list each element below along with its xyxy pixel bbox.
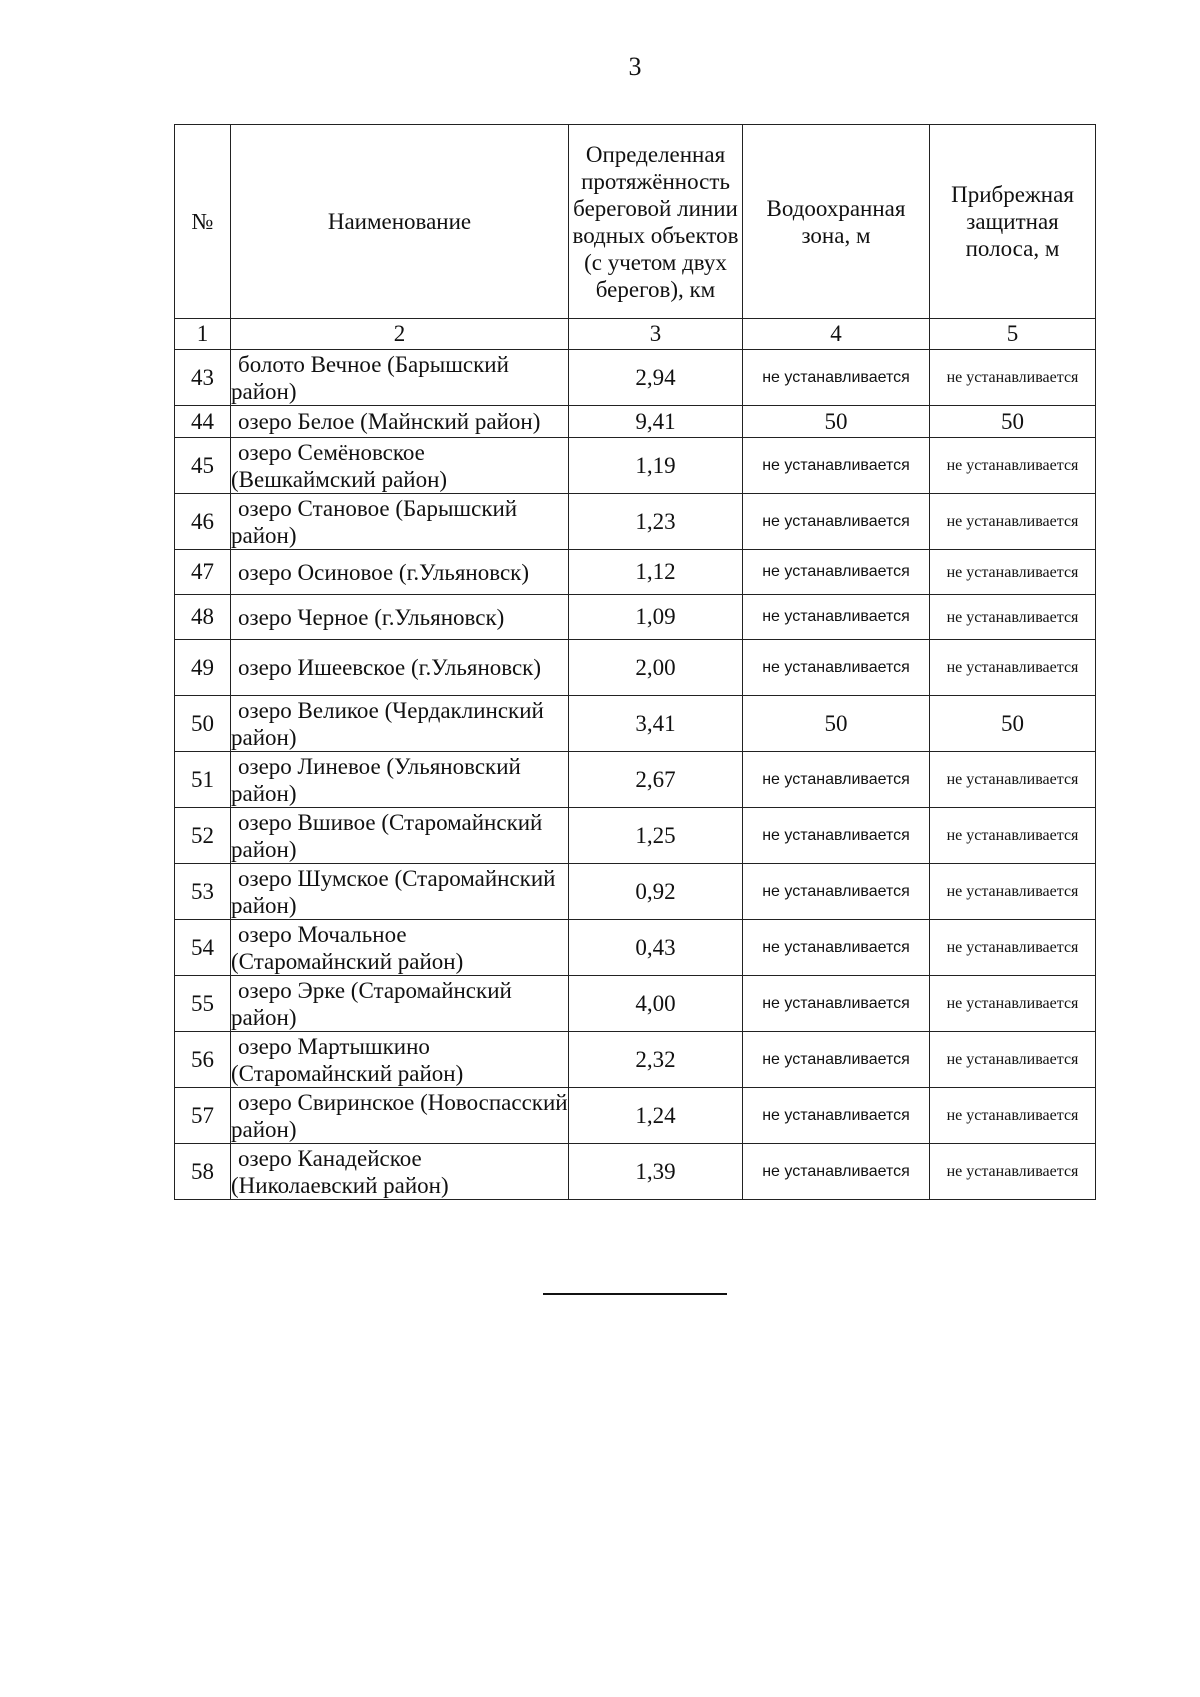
shoreline-length: 2,67	[569, 752, 743, 808]
row-number: 53	[175, 864, 231, 920]
row-number: 47	[175, 550, 231, 595]
table-row	[175, 1032, 1096, 1088]
coastal-protection-strip: не устанавливается	[930, 438, 1096, 494]
water-object-name: озеро Семёновское (Вешкаймский район)	[231, 439, 448, 492]
table-row	[175, 696, 1096, 752]
column-number: 3	[569, 319, 743, 350]
row-number: 56	[175, 1032, 231, 1088]
shoreline-length: 1,09	[569, 595, 743, 640]
shoreline-length: 2,32	[569, 1032, 743, 1088]
table-row	[175, 864, 1096, 920]
table-row	[175, 438, 1096, 494]
column-number: 4	[743, 319, 930, 350]
table-body	[175, 350, 1096, 1200]
water-protection-zone: не устанавливается	[743, 595, 930, 640]
table-row	[175, 1088, 1096, 1144]
name-cell	[231, 438, 569, 494]
water-object-name: озеро Мартышкино (Старомайнский район)	[231, 1033, 464, 1086]
water-object-name: озеро Канадейское (Николаевский район)	[231, 1145, 449, 1198]
water-protection-zone: не устанавливается	[743, 1144, 930, 1200]
name-cell	[231, 1088, 569, 1144]
row-number: 49	[175, 640, 231, 696]
coastal-protection-strip: не устанавливается	[930, 1032, 1096, 1088]
shoreline-length: 0,92	[569, 864, 743, 920]
column-number: 5	[930, 319, 1096, 350]
water-object-name: озеро Эрке (Старомайнский район)	[231, 977, 512, 1030]
header-coastal-protection-strip: Прибрежная защитная полоса, м	[930, 125, 1096, 319]
table-row	[175, 406, 1096, 438]
row-number: 55	[175, 976, 231, 1032]
water-protection-zone: не устанавливается	[743, 1088, 930, 1144]
name-cell	[231, 696, 569, 752]
water-protection-zone: не устанавливается	[743, 438, 930, 494]
water-object-name: болото Вечное (Барышский район)	[231, 351, 509, 404]
coastal-protection-strip: не устанавливается	[930, 640, 1096, 696]
water-protection-zone: не устанавливается	[743, 920, 930, 976]
name-cell	[231, 595, 569, 640]
table-header-row	[175, 125, 1096, 319]
shoreline-length: 1,25	[569, 808, 743, 864]
shoreline-length: 1,24	[569, 1088, 743, 1144]
name-cell	[231, 1144, 569, 1200]
water-protection-zone: не устанавливается	[743, 864, 930, 920]
water-object-name: озеро Черное (г.Ульяновск)	[238, 604, 505, 630]
row-number: 54	[175, 920, 231, 976]
row-number: 45	[175, 438, 231, 494]
coastal-protection-strip: не устанавливается	[930, 920, 1096, 976]
name-cell	[231, 640, 569, 696]
table-row	[175, 752, 1096, 808]
table-row	[175, 976, 1096, 1032]
name-cell	[231, 494, 569, 550]
table-row	[175, 640, 1096, 696]
coastal-protection-strip: не устанавливается	[930, 1144, 1096, 1200]
water-protection-zone: не устанавливается	[743, 640, 930, 696]
water-protection-zone: не устанавливается	[743, 752, 930, 808]
name-cell	[231, 350, 569, 406]
coastal-protection-strip: не устанавливается	[930, 494, 1096, 550]
row-number: 50	[175, 696, 231, 752]
name-cell	[231, 550, 569, 595]
coastal-protection-strip: не устанавливается	[930, 550, 1096, 595]
water-object-name: озеро Становое (Барышский район)	[231, 495, 518, 548]
row-number: 46	[175, 494, 231, 550]
water-protection-zone: не устанавливается	[743, 350, 930, 406]
row-number: 44	[175, 406, 231, 438]
water-protection-zone: не устанавливается	[743, 808, 930, 864]
header-number: №	[175, 125, 231, 319]
coastal-protection-strip: 50	[930, 696, 1096, 752]
water-protection-zone: 50	[743, 696, 930, 752]
water-object-name: озеро Осиновое (г.Ульяновск)	[238, 559, 529, 585]
column-number: 1	[175, 319, 231, 350]
header-shoreline-length: Определенная протяжённость береговой линии водных объектов (с учетом двух берегов), км	[569, 125, 743, 319]
table-row	[175, 350, 1096, 406]
name-cell	[231, 752, 569, 808]
water-object-name: озеро Мочальное (Старомайнский район)	[231, 921, 464, 974]
row-number: 48	[175, 595, 231, 640]
coastal-protection-strip: 50	[930, 406, 1096, 438]
name-cell	[231, 976, 569, 1032]
name-cell	[231, 406, 569, 438]
water-protection-zone: не устанавливается	[743, 494, 930, 550]
name-cell	[231, 1032, 569, 1088]
water-object-name: озеро Линевое (Ульяновский район)	[231, 753, 521, 806]
header-name: Наименование	[231, 125, 569, 319]
shoreline-length: 1,39	[569, 1144, 743, 1200]
table-row	[175, 494, 1096, 550]
shoreline-length: 3,41	[569, 696, 743, 752]
water-protection-zone: не устанавливается	[743, 550, 930, 595]
water-objects-table	[174, 124, 1096, 1200]
coastal-protection-strip: не устанавливается	[930, 595, 1096, 640]
shoreline-length: 2,00	[569, 640, 743, 696]
water-object-name: озеро Свиринское (Новоспасский район)	[231, 1089, 568, 1142]
coastal-protection-strip: не устанавливается	[930, 864, 1096, 920]
table-row	[175, 920, 1096, 976]
shoreline-length: 4,00	[569, 976, 743, 1032]
water-object-name: озеро Белое (Майнский район)	[238, 409, 541, 434]
end-of-document-line	[543, 1293, 727, 1295]
row-number: 58	[175, 1144, 231, 1200]
water-object-name: озеро Вшивое (Старомайнский район)	[231, 809, 543, 862]
page-number: 3	[628, 52, 642, 81]
header-water-protection-zone: Водоохранная зона, м	[743, 125, 930, 319]
water-protection-zone: не устанавливается	[743, 976, 930, 1032]
row-number: 51	[175, 752, 231, 808]
table-row	[175, 1144, 1096, 1200]
name-cell	[231, 920, 569, 976]
row-number: 57	[175, 1088, 231, 1144]
column-number-row	[175, 319, 1096, 350]
shoreline-length: 2,94	[569, 350, 743, 406]
table-row	[175, 808, 1096, 864]
shoreline-length: 1,19	[569, 438, 743, 494]
coastal-protection-strip: не устанавливается	[930, 752, 1096, 808]
water-object-name: озеро Великое (Чердаклинский район)	[231, 697, 544, 750]
row-number: 52	[175, 808, 231, 864]
shoreline-length: 9,41	[569, 406, 743, 438]
column-number: 2	[231, 319, 569, 350]
water-protection-zone: не устанавливается	[743, 1032, 930, 1088]
name-cell	[231, 808, 569, 864]
coastal-protection-strip: не устанавливается	[930, 808, 1096, 864]
table-row	[175, 595, 1096, 640]
shoreline-length: 1,23	[569, 494, 743, 550]
shoreline-length: 0,43	[569, 920, 743, 976]
coastal-protection-strip: не устанавливается	[930, 976, 1096, 1032]
water-object-name: озеро Ишеевское (г.Ульяновск)	[238, 655, 542, 680]
table-row	[175, 550, 1096, 595]
water-protection-zone: 50	[743, 406, 930, 438]
name-cell	[231, 864, 569, 920]
row-number: 43	[175, 350, 231, 406]
coastal-protection-strip: не устанавливается	[930, 350, 1096, 406]
coastal-protection-strip: не устанавливается	[930, 1088, 1096, 1144]
shoreline-length: 1,12	[569, 550, 743, 595]
water-object-name: озеро Шумское (Старомайнский район)	[231, 865, 556, 918]
